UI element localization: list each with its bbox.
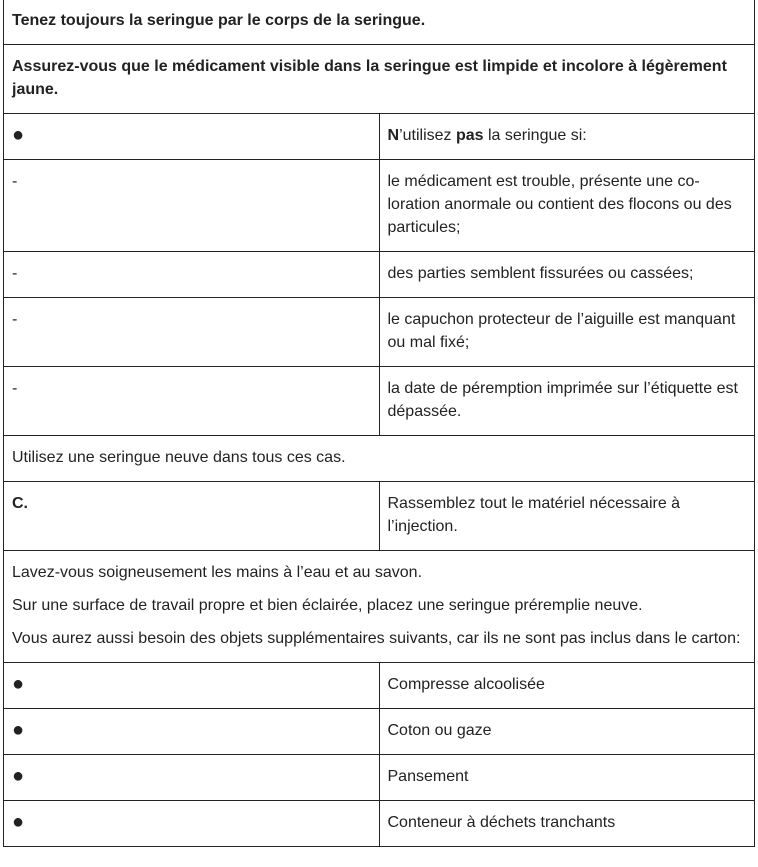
do-not-use-mid: ’utilisez — [399, 127, 456, 144]
table-row — [4, 252, 755, 298]
do-not-use-prefix: N — [387, 127, 400, 144]
item-alcohol-swab: Compresse alcoolisée — [379, 663, 755, 709]
table-row — [4, 755, 755, 801]
item-bandage: Pansement — [379, 755, 755, 801]
preparation-notes — [4, 551, 755, 663]
dash-marker: - — [4, 252, 380, 298]
bullet-icon: ● — [4, 663, 380, 709]
table-row — [4, 45, 755, 114]
item-cotton-gauze: Coton ou gaze — [379, 709, 755, 755]
note-wash-hands: Lavez-vous soigneusement les mains à l’eau et au savon. — [12, 564, 423, 581]
condition-cloudy: le médicament est trouble, présente une coloration anormale ou contient des flocons ou des particules; — [379, 160, 755, 252]
step-label: C. — [4, 482, 380, 551]
table-row — [4, 663, 755, 709]
item-sharps-container: Conteneur à déchets tranchants — [379, 801, 755, 847]
table-row — [4, 436, 755, 482]
do-not-use-heading — [379, 114, 755, 160]
note-extra-items: Vous aurez aussi besoin des objets supplémentaires suivants, car ils ne sont pas inclus dans le carton: — [12, 630, 741, 647]
do-not-use-suffix: la seringue si: — [483, 127, 587, 144]
instructions-table — [3, 0, 755, 847]
table-row — [4, 709, 755, 755]
dash-marker: - — [4, 160, 380, 252]
table-row — [4, 367, 755, 436]
condition-expired: la date de péremption imprimée sur l’étiquette est dépassée. — [379, 367, 755, 436]
table-row — [4, 551, 755, 663]
table-row — [4, 114, 755, 160]
table-row — [4, 298, 755, 367]
table-row — [4, 801, 755, 847]
condition-cracked: des parties semblent fissurées ou cassées; — [379, 252, 755, 298]
do-not-use-bold: pas — [455, 127, 484, 144]
table-row — [4, 0, 755, 45]
bullet-icon: ● — [4, 755, 380, 801]
table-row — [4, 160, 755, 252]
dash-marker: - — [4, 367, 380, 436]
note-work-surface: Sur une surface de travail propre et bien éclairée, placez une seringue préremplie neuve. — [12, 597, 643, 614]
instruction-hold-syringe: Tenez toujours la seringue par le corps de la seringue. — [4, 0, 755, 45]
table-row — [4, 482, 755, 551]
dash-marker: - — [4, 298, 380, 367]
use-new-syringe-note: Utilisez une seringue neuve dans tous ces cas. — [4, 436, 755, 482]
instruction-check-medication: Assurez-vous que le médicament visible dans la seringue est limpide et incolore à légèrement jaune. — [4, 45, 755, 114]
bullet-icon: ● — [4, 801, 380, 847]
condition-cap-missing: le capuchon protecteur de l’aiguille est manquant ou mal fixé; — [379, 298, 755, 367]
bullet-icon: ● — [4, 709, 380, 755]
step-gather-materials: Rassemblez tout le matériel nécessaire à l’injection. — [379, 482, 755, 551]
bullet-icon: ● — [4, 114, 380, 160]
